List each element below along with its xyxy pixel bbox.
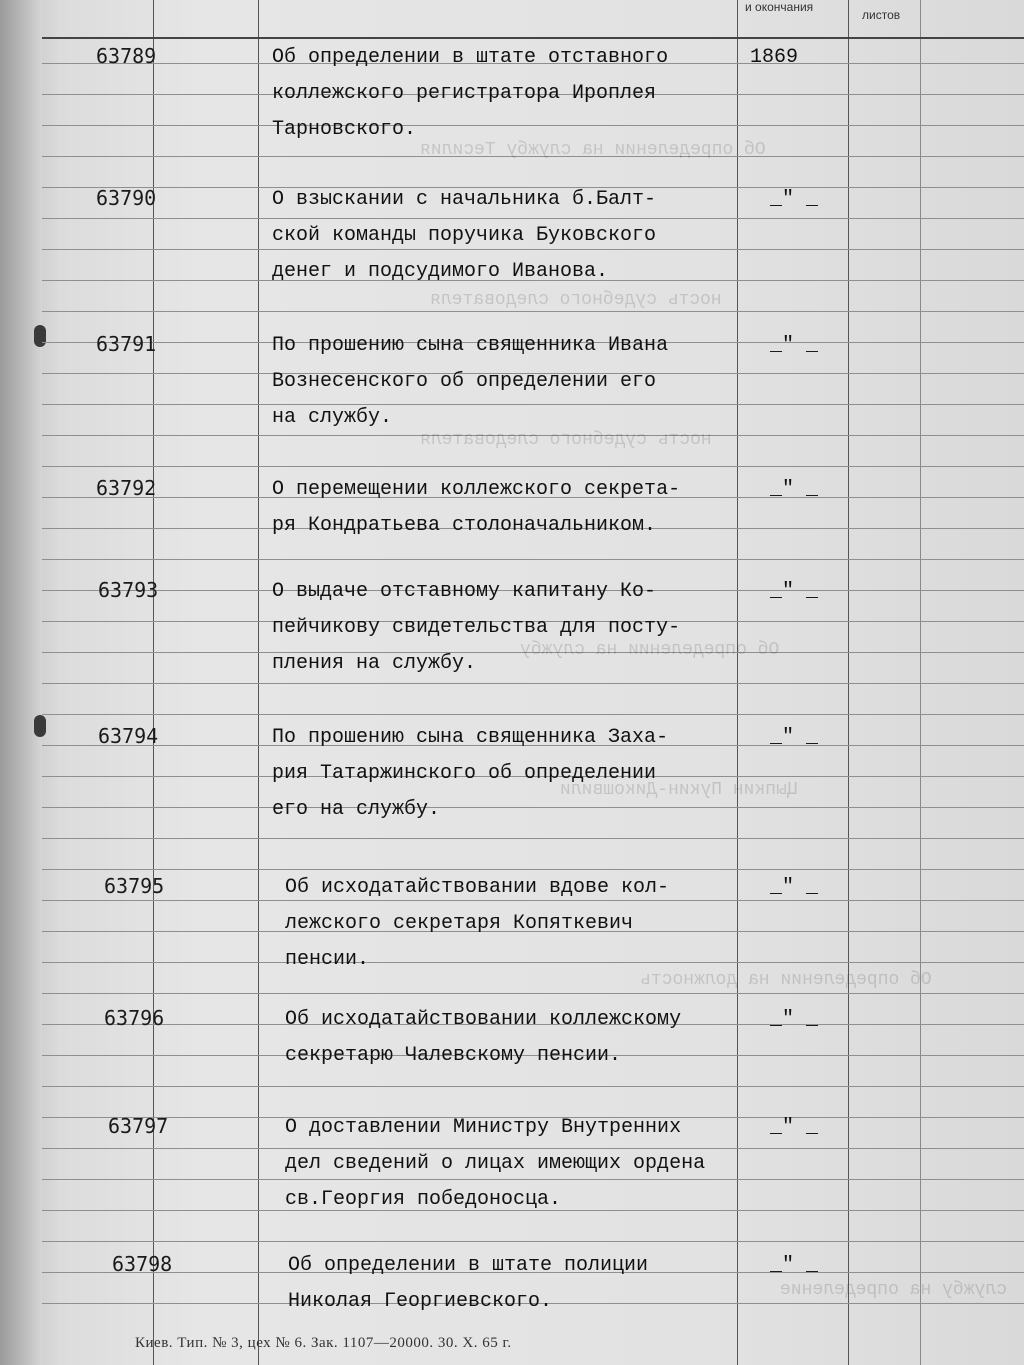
entry-description-line: Вознесенского об определении его [272, 370, 657, 393]
ruled-line [42, 311, 1024, 312]
entry-description-line: ской команды поручика Буковского [272, 224, 657, 247]
entry-number: 63792 [96, 476, 157, 500]
entry-date: _" _ [770, 478, 819, 501]
entry-description-line: денег и подсудимого Иванова. [272, 260, 609, 283]
entry-description-line: По прошению сына священника Заха- [272, 726, 669, 749]
header-rule [42, 37, 1024, 39]
entry-description-line: пейчикову свидетельства для посту- [272, 616, 681, 639]
entry-description-line: пенсии. [285, 948, 370, 971]
entry-number: 63796 [104, 1006, 165, 1030]
entry-date: 1869 [750, 46, 799, 69]
entry-description-line: Об определении в штате отставного [272, 46, 669, 69]
entry-number: 63798 [112, 1252, 173, 1276]
entry-description [288, 1248, 758, 1320]
entry-number: 63790 [96, 186, 157, 210]
entry-description-line: Николая Георгиевского. [288, 1290, 553, 1313]
entry-description-line: О взыскании с начальника б.Балт- [272, 188, 657, 211]
bleed-through-text: Цыпкин Пукин-Дикошвили [560, 780, 798, 800]
entry-number: 63793 [98, 578, 159, 602]
bleed-through-text: ность судебного следователя [420, 430, 712, 450]
entry-description-line: О доставлении Министру Внутренних [285, 1116, 682, 1139]
entry-description-line: Об исходатайствовании вдове кол- [285, 876, 670, 899]
ruled-line [42, 683, 1024, 684]
entry-description-line: О перемещении коллежского секрета- [272, 478, 681, 501]
bleed-through-text: Об определении на службу Тесилия [420, 140, 766, 160]
ruled-line [42, 838, 1024, 839]
entry-description-line: Об исходатайствовании коллежскому [285, 1008, 682, 1031]
entry-description [272, 40, 742, 148]
binding-edge [0, 0, 42, 1365]
entry-number: 63794 [98, 724, 159, 748]
entry-date: _" _ [770, 1116, 819, 1139]
entry-number: 63795 [104, 874, 165, 898]
header-dates-label: и окончания [745, 0, 814, 14]
entry-date: _" _ [770, 876, 819, 899]
entry-number: 63789 [96, 44, 157, 68]
entry-date: _" _ [770, 188, 819, 211]
bleed-through-text: ность судебного следователя [430, 290, 722, 310]
entry-description-line: на службу. [272, 406, 393, 429]
entry-description [272, 720, 742, 828]
ruled-line [42, 1241, 1024, 1242]
entry-description [272, 328, 742, 436]
entry-description [285, 870, 755, 978]
entry-description [285, 1110, 755, 1218]
ruled-line [42, 466, 1024, 467]
ruled-line [42, 559, 1024, 560]
ruled-line [42, 714, 1024, 715]
entry-date: _" _ [770, 580, 819, 603]
entry-description-line: Тарновского. [272, 118, 417, 141]
entry-description-line: пления на службу. [272, 652, 477, 675]
bleed-through-text: Об определении на должность [640, 970, 932, 990]
entry-description [285, 1002, 755, 1074]
entry-description-line: св.Георгия победоносца. [285, 1188, 562, 1211]
entry-description-line: О выдаче отставному капитану Ко- [272, 580, 657, 603]
entry-date: _" _ [770, 1254, 819, 1277]
entry-description-line: Об определении в штате полиции [288, 1254, 649, 1277]
entry-date: _" _ [770, 1008, 819, 1031]
header-sheets-label: листов [862, 8, 901, 22]
entry-description [272, 472, 742, 544]
bleed-through-text: Об определении на службу [520, 640, 780, 660]
entry-number: 63791 [96, 332, 157, 356]
entry-description-line: рия Татаржинского об определении [272, 762, 657, 785]
entry-description-line: лежского секретаря Копяткевич [285, 912, 634, 935]
entry-date: _" _ [770, 334, 819, 357]
ruled-line [42, 1086, 1024, 1087]
print-footer: Киев. Тип. № 3, цех № 6. Зак. 1107—20000. 30. X. 65 г. [135, 1335, 512, 1351]
entry-description-line: По прошению сына священника Ивана [272, 334, 669, 357]
entry-description-line: секретарю Чалевскому пенсии. [285, 1044, 622, 1067]
entry-date: _" _ [770, 726, 819, 749]
entry-description [272, 574, 742, 682]
entry-description-line: дел сведений о лицах имеющих ордена [285, 1152, 706, 1175]
entry-description-line: ря Кондратьева столоначальником. [272, 514, 657, 537]
binding-hole [34, 325, 46, 347]
entry-description [272, 182, 742, 290]
bleed-through-text: службу на определение [780, 1280, 1007, 1300]
entry-description-line: коллежского регистратора Ироплея [272, 82, 657, 105]
ruled-line [42, 993, 1024, 994]
entry-description-line: его на службу. [272, 798, 441, 821]
binding-hole [34, 715, 46, 737]
entry-number: 63797 [108, 1114, 169, 1138]
